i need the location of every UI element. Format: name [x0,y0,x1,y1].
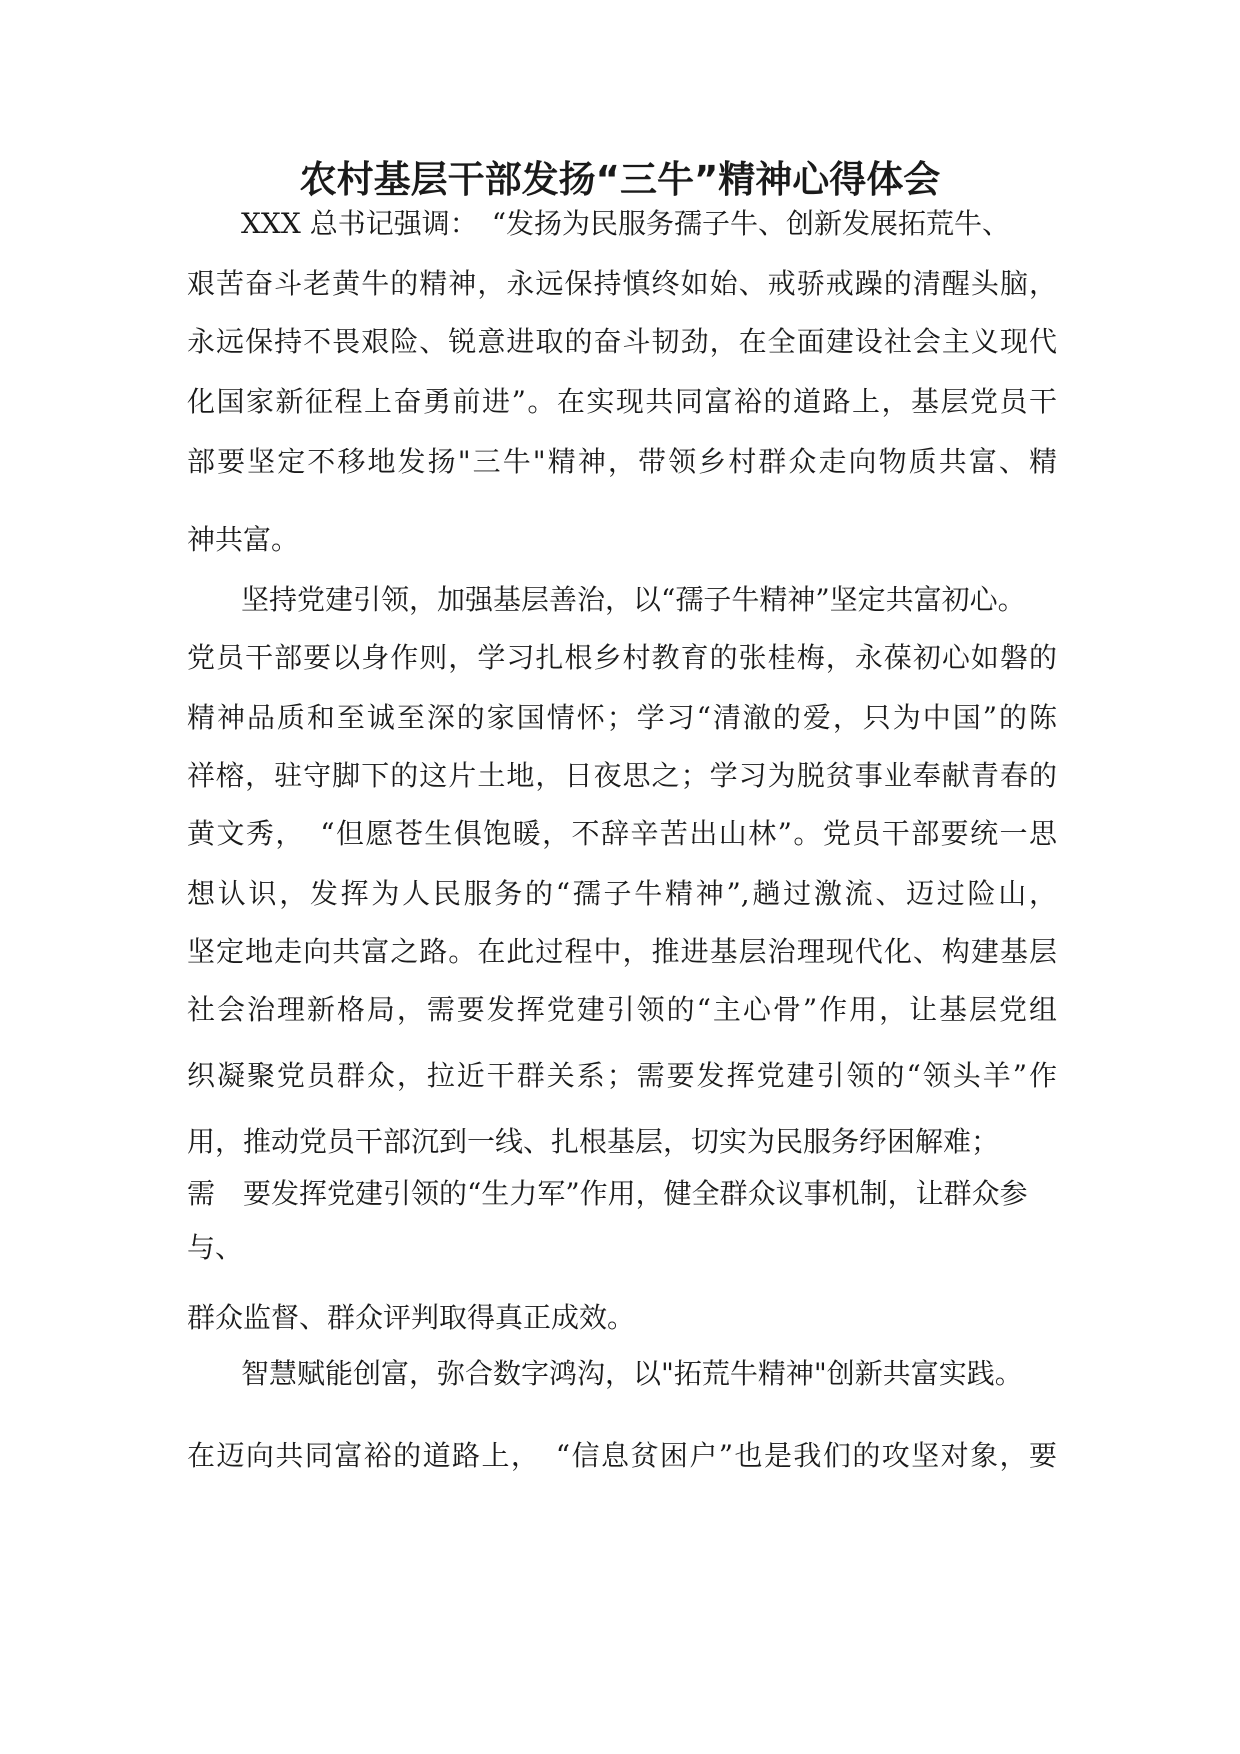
text-line: 智慧赋能创富，弥合数字鸿沟，以"拓荒牛精神"创新共富实践。 [213,1357,1023,1390]
document-title: 农村基层干部发扬“三牛”精神心得体会 [299,158,941,201]
text-line: 与、 [187,1231,244,1264]
text-line: 群众监督、群众评判取得真正成效。 [187,1301,636,1334]
text-line: 神共富。 [187,523,300,556]
text-line: 永远保持不畏艰险、锐意进取的奋斗韧劲，在全面建设社会主义现代 [187,325,1057,358]
text-line: 社会治理新格局，需要发挥党建引领的“主心骨”作用，让基层党组 [187,993,1057,1026]
text-line: 想认识，发挥为人民服务的“孺子牛精神”,趟过激流、迈过险山， [187,877,1057,910]
text-line: 精神品质和至诚至深的家国情怀；学习“清澈的爱，只为中国”的陈 [187,701,1057,734]
text-line: 黄文秀， “但愿苍生俱饱暖，不辞辛苦出山林”。党员干部要统一思 [187,817,1057,850]
text-line: 在迈向共同富裕的道路上， “信息贫困户”也是我们的攻坚对象，要 [187,1439,1057,1472]
text-line: XXX 总书记强调： “发扬为民服务孺子牛、创新发展拓荒牛、 [213,207,1011,240]
text-line: 艰苦奋斗老黄牛的精神，永远保持慎终如始、戒骄戒躁的清醒头脑， [187,267,1057,300]
text-line: 党员干部要以身作则，学习扎根乡村教育的张桂梅，永葆初心如磐的 [187,641,1057,674]
text-line: 化国家新征程上奋勇前进”。在实现共同富裕的道路上，基层党员干 [187,385,1057,418]
text-line: 织凝聚党员群众，拉近干群关系；需要发挥党建引领的“领头羊”作 [187,1059,1057,1092]
text-line: 需 要发挥党建引领的“生力军”作用，健全群众议事机制，让群众参 [187,1177,1028,1210]
text-line: 坚持党建引领，加强基层善治，以“孺子牛精神”坚定共富初心。 [213,583,1026,616]
text-line: 坚定地走向共富之路。在此过程中，推进基层治理现代化、构建基层 [187,935,1057,968]
text-line: 用，推动党员干部沉到一线、扎根基层，切实为民服务纾困解难； [187,1125,1000,1158]
text-line: 祥榕，驻守脚下的这片土地，日夜思之；学习为脱贫事业奉献青春的 [187,759,1057,792]
text-line: 部要坚定不移地发扬"三牛"精神，带领乡村群众走向物质共富、精 [187,445,1057,478]
